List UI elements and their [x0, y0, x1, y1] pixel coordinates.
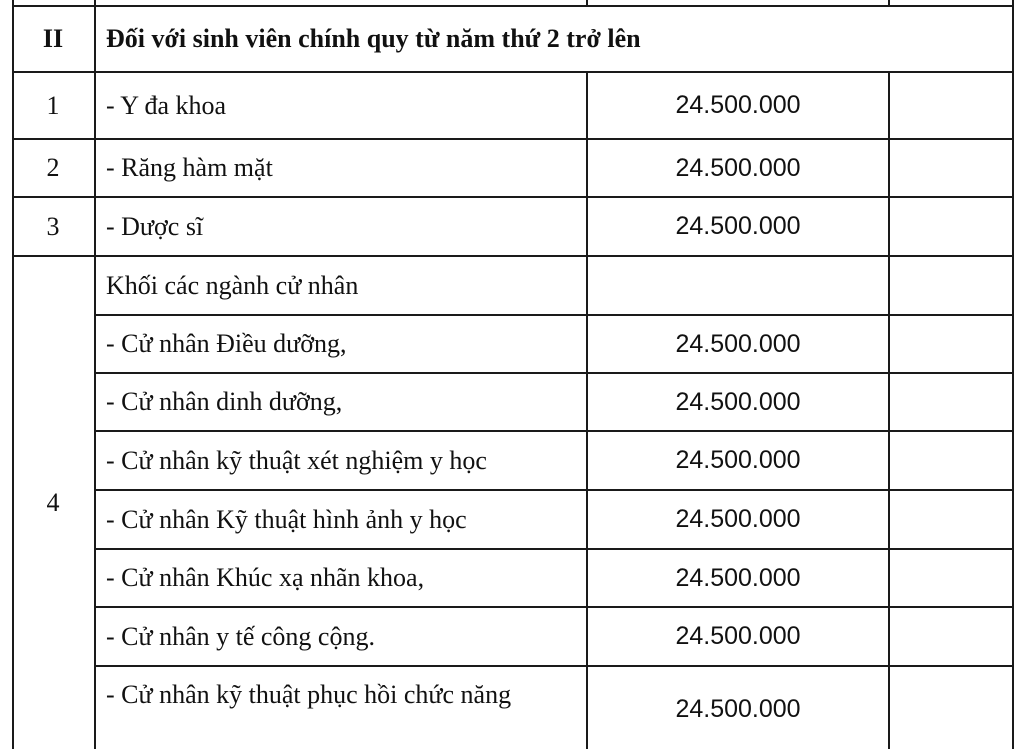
group-item-fee: 24.500.000	[675, 446, 801, 474]
row-stt: 1	[46, 90, 60, 120]
section-title: Đối với sinh viên chính quy từ năm thứ 2 trở lên	[106, 24, 641, 53]
group-stt: 4	[46, 488, 60, 517]
table-divider-stt	[94, 0, 96, 749]
row-fee: 24.500.000	[675, 212, 801, 240]
group-item-name: - Cử nhân kỹ thuật xét nghiệm y học	[106, 445, 487, 475]
table-border-right	[1012, 0, 1014, 749]
row-stt: 2	[46, 153, 60, 182]
group-item-fee: 24.500.000	[675, 563, 801, 592]
group-item-name: - Cử nhân Khúc xạ nhãn khoa,	[106, 563, 425, 592]
row-program-name: - Răng hàm mặt	[106, 153, 273, 182]
row-stt: 3	[46, 211, 60, 241]
group-item-name: - Cử nhân Kỹ thuật hình ảnh y học	[106, 504, 467, 534]
group-title: Khối các ngành cử nhân	[106, 270, 359, 300]
group-item-fee: 24.500.000	[675, 329, 801, 358]
group-item-fee: 24.500.000	[675, 622, 801, 650]
group-item-fee: 24.500.000	[675, 694, 801, 723]
group-item-name: - Cử nhân y tế công cộng.	[106, 621, 375, 651]
group-item-name: - Cử nhân dinh dưỡng,	[106, 387, 343, 416]
group-item-name: - Cử nhân Điều dưỡng,	[106, 329, 347, 358]
group-item-fee: 24.500.000	[675, 387, 801, 416]
group-item-name: - Cử nhân kỹ thuật phục hồi chức năng	[106, 680, 512, 709]
group-item-fee: 24.500.000	[675, 505, 801, 533]
row-program-name: - Y đa khoa	[106, 90, 227, 120]
row-fee: 24.500.000	[675, 91, 801, 119]
section-number: II	[42, 24, 64, 53]
row-fee: 24.500.000	[675, 153, 801, 182]
row-program-name: - Dược sĩ	[106, 211, 204, 241]
table-divider-note	[888, 72, 890, 749]
